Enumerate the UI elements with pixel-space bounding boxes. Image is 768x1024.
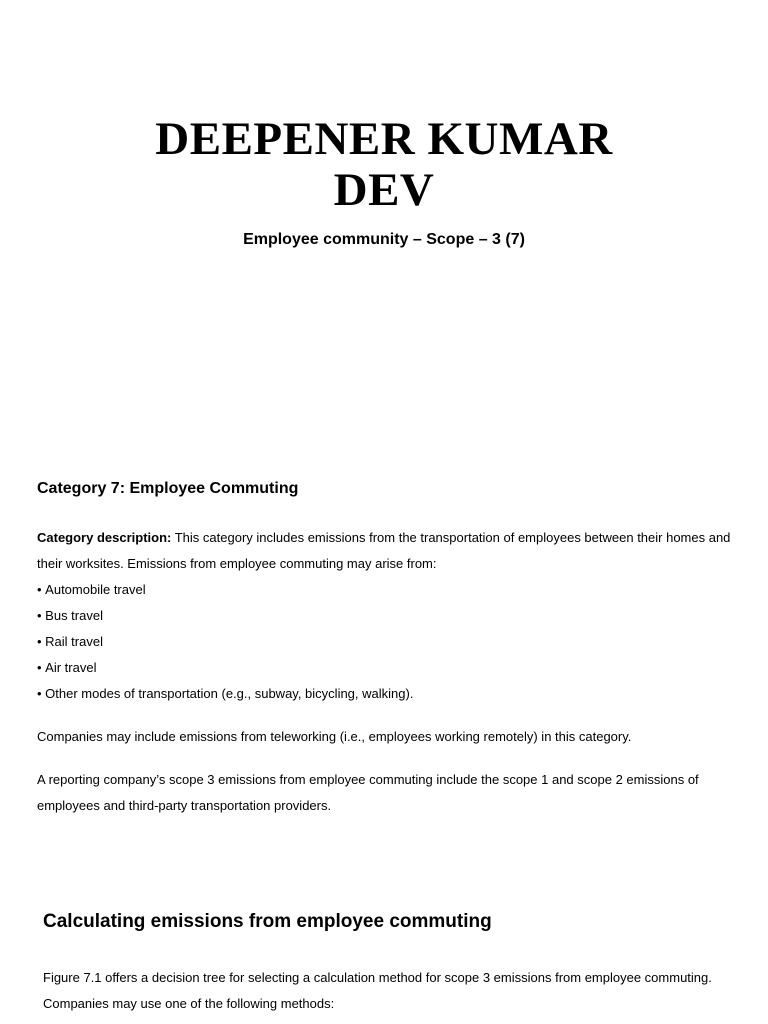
category-description-text: This category includes emissions from the transportation of employees between their homes and their worksites. Emissions from employee commuting may arise from:	[37, 530, 731, 571]
list-item: • Air travel	[37, 655, 737, 681]
category-heading: Category 7: Employee Commuting	[37, 480, 299, 497]
list-item: • Other modes of transportation (e.g., subway, bicycling, walking).	[37, 681, 737, 707]
document-subtitle: Employee community – Scope – 3 (7)	[243, 231, 525, 248]
calculating-heading: Calculating emissions from employee commuting	[43, 911, 492, 932]
category-section	[37, 478, 737, 819]
list-item: • Rail travel	[37, 629, 737, 655]
title-line-2: DEV	[333, 164, 435, 216]
list-item: • Bus travel	[37, 603, 737, 629]
category-description	[37, 525, 737, 577]
teleworking-paragraph: Companies may include emissions from teleworking (i.e., employees working remotely) in this category.	[37, 729, 632, 744]
calculating-section	[43, 909, 743, 1017]
title-line-1: DEEPENER KUMAR	[155, 113, 613, 165]
transport-mode-list	[37, 577, 737, 707]
category-description-label: Category description:	[37, 530, 172, 545]
calculating-paragraph: Figure 7.1 offers a decision tree for selecting a calculation method for scope 3 emissions from employee commuting. Companies may use one of the following methods:	[43, 970, 712, 1011]
list-item: • Automobile travel	[37, 577, 737, 603]
reporting-paragraph: A reporting company’s scope 3 emissions from employee commuting include the scope 1 and scope 2 emissions of employees and third-party transportation providers.	[37, 772, 699, 813]
document-title	[0, 114, 768, 216]
